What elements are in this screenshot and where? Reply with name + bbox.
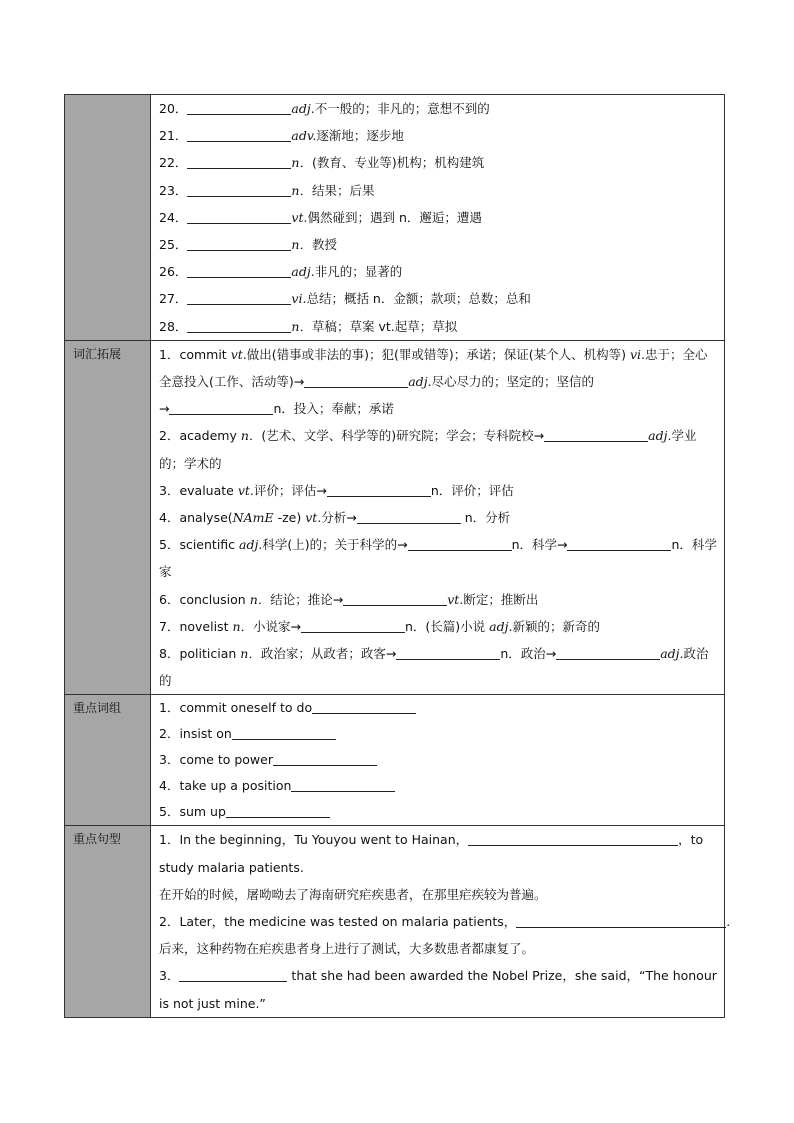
phrases-row xyxy=(65,695,725,826)
answer-blank[interactable] xyxy=(187,100,291,115)
phrase-item: 4．take up a position xyxy=(159,773,718,799)
answer-blank[interactable] xyxy=(187,318,291,333)
phrase-item: 5．sum up xyxy=(159,799,718,825)
vocab-label-cell xyxy=(65,95,151,341)
extension-item-4: 4．analyse(NAmE -ze) vt.分析→ n．分析 xyxy=(159,510,511,526)
section-label: 重点词组 xyxy=(65,695,151,826)
answer-blank[interactable] xyxy=(187,127,291,142)
extension-item-7: 7．novelist n．小说家→ n．(长篇)小说 adj.新颖的；新奇的 xyxy=(159,618,600,634)
answer-blank[interactable] xyxy=(226,803,330,818)
answer-blank[interactable] xyxy=(468,831,678,846)
section-label: 重点句型 xyxy=(65,826,151,1017)
phrases-list xyxy=(151,695,725,826)
extension-item-6: 6．conclusion n．结论；推论→ vt.断定；推断出 xyxy=(159,591,539,607)
extension-item-5: 5．scientific adj.科学(上)的；关于科学的→ n．科学→ n．科学家 xyxy=(159,537,717,580)
extension-item-3: 3．evaluate vt.评价；评估→ n．评价；评估 xyxy=(159,482,514,498)
sentence-1-translation: 在开始的时候，屠呦呦去了海南研究疟疾患者，在那里疟疾较为普遍。 xyxy=(159,886,547,902)
answer-blank[interactable] xyxy=(301,618,405,633)
sentence-2-translation: 后来，这种药物在疟疾患者身上进行了测试，大多数患者都康复了。 xyxy=(159,941,535,957)
answer-blank[interactable] xyxy=(179,967,287,982)
sentences-list xyxy=(151,826,731,1017)
answer-blank[interactable] xyxy=(312,699,416,714)
vocab-item-20: 20． adj.不一般的；非凡的；意想不到的 xyxy=(159,101,490,116)
answer-blank[interactable] xyxy=(187,154,291,169)
sentence-2: 2．Later，the medicine was tested on malaria patients， . xyxy=(159,914,731,930)
phrase-item: 3．come to power xyxy=(159,747,718,773)
vocab-item-25: 25． n．教授 xyxy=(159,237,337,253)
extension-list xyxy=(151,340,725,695)
phrase-item: 1．commit oneself to do xyxy=(159,695,718,721)
answer-blank[interactable] xyxy=(327,482,431,497)
answer-blank[interactable] xyxy=(187,209,291,224)
answer-blank[interactable] xyxy=(516,913,726,928)
answer-blank[interactable] xyxy=(396,645,500,660)
answer-blank[interactable] xyxy=(169,400,273,415)
answer-blank[interactable] xyxy=(343,591,447,606)
vocab-item-21: 21． adv.逐渐地；逐步地 xyxy=(159,128,404,144)
answer-blank[interactable] xyxy=(408,536,512,551)
sentences-row xyxy=(65,826,725,1017)
answer-blank[interactable] xyxy=(273,751,377,766)
vocab-list xyxy=(151,95,725,341)
answer-blank[interactable] xyxy=(187,290,291,305)
answer-blank[interactable] xyxy=(291,777,395,792)
extension-row xyxy=(65,340,725,695)
extension-item-2: 2．academy n．(艺术、文学、科学等的)研究院；学会；专科院校→ adj.学业的；学术的 xyxy=(159,428,697,471)
section-label: 词汇拓展 xyxy=(65,340,151,695)
vocab-continued-row xyxy=(65,95,725,341)
sentence-3: 3． that she had been awarded the Nobel Prize，she said，“The honour is not just mine.” xyxy=(159,968,717,1011)
phrase-item: 2．insist on xyxy=(159,721,718,747)
answer-blank[interactable] xyxy=(232,725,336,740)
answer-blank[interactable] xyxy=(544,427,648,442)
sentence-1: 1．In the beginning，Tu Youyou went to Hainan， ，to study malaria patients. xyxy=(159,832,704,875)
answer-blank[interactable] xyxy=(187,236,291,251)
vocab-item-28: 28． n．草稿；草案 vt.起草；草拟 xyxy=(159,318,458,334)
worksheet-table xyxy=(64,94,731,1018)
vocab-item-23: 23． n．结果；后果 xyxy=(159,182,375,198)
answer-blank[interactable] xyxy=(187,182,291,197)
answer-blank[interactable] xyxy=(556,645,660,660)
answer-blank[interactable] xyxy=(304,373,408,388)
answer-blank[interactable] xyxy=(357,509,461,524)
vocab-item-26: 26． adj.非凡的；显著的 xyxy=(159,264,403,280)
extension-item-1: 1．commit vt.做出(错事或非法的事)；犯(罪或错等)；承诺；保证(某个人、机构等) vi.忠于；全心全意投入(工作、活动等)→ adj.尽心尽力的；坚定的；坚信的 → n．投入；奉献；承诺 xyxy=(159,346,708,417)
vocab-item-27: 27． vi.总结；概括 n．金额；款项；总数；总和 xyxy=(159,291,531,307)
vocab-item-24: 24． vt.偶然碰到；遇到 n．邂逅；遭遇 xyxy=(159,209,482,225)
answer-blank[interactable] xyxy=(187,263,291,278)
vocab-item-22: 22． n．(教育、专业等)机构；机构建筑 xyxy=(159,155,485,171)
answer-blank[interactable] xyxy=(567,536,671,551)
extension-item-8: 8．politician n．政治家；从政者；政客→ n．政治→ adj.政治的 xyxy=(159,646,709,689)
